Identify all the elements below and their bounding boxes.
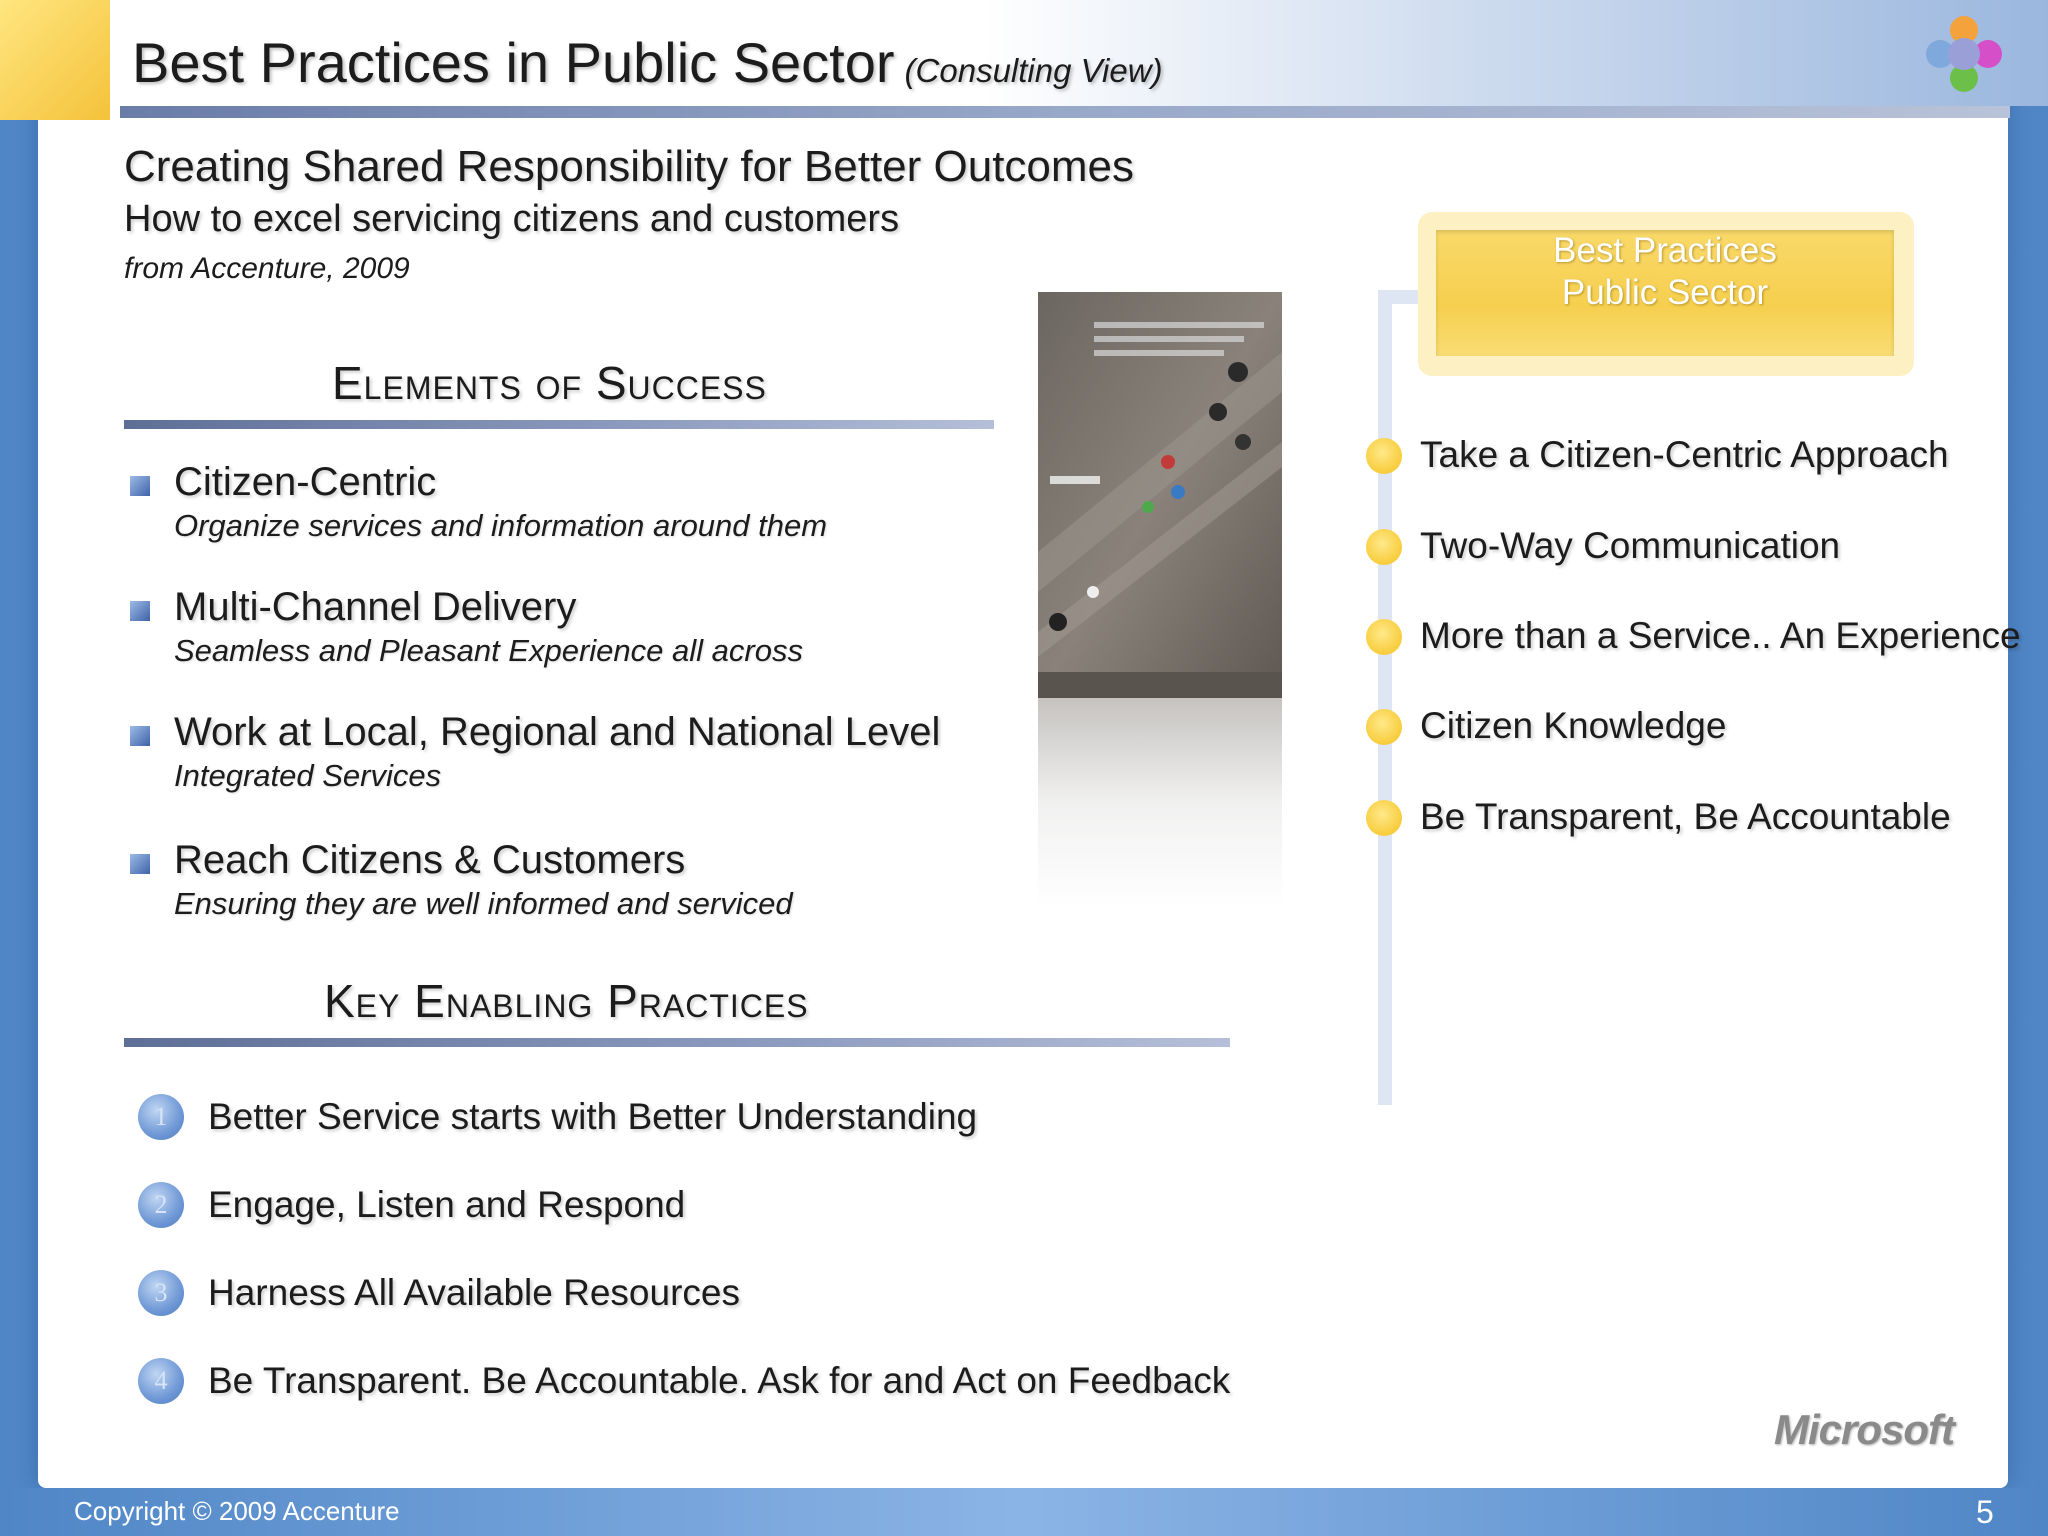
right-point-text: More than a Service.. An Experience xyxy=(1420,615,2021,656)
right-point-text: Take a Citizen-Centric Approach xyxy=(1420,434,1949,475)
element-title: Citizen-Centric xyxy=(174,460,437,504)
bullet-dot-icon xyxy=(1366,529,1402,565)
square-bullet-icon xyxy=(130,476,150,496)
square-bullet-icon xyxy=(130,726,150,746)
key-practices-title: Key Enabling Practices xyxy=(324,975,809,1027)
title-suffix: (Consulting View) xyxy=(904,52,1163,89)
page-number: 5 xyxy=(1976,1494,1994,1530)
report-cover-image xyxy=(1038,292,1282,698)
element-title: Multi-Channel Delivery xyxy=(174,585,577,629)
square-bullet-icon xyxy=(130,854,150,874)
corner-accent xyxy=(0,0,110,120)
element-desc: Seamless and Pleasant Experience all across xyxy=(174,633,803,668)
number-badge-icon: 1 xyxy=(138,1094,184,1140)
elements-title: Elements of Success xyxy=(332,357,767,409)
intro-subheading: How to excel servicing citizens and customers xyxy=(124,198,900,240)
intro-source: from Accenture, 2009 xyxy=(124,252,410,285)
bullet-dot-icon xyxy=(1366,709,1402,745)
puzzle-logo-icon xyxy=(1918,8,2010,100)
practice-text: Engage, Listen and Respond xyxy=(208,1184,686,1225)
element-title: Reach Citizens & Customers xyxy=(174,838,686,882)
right-point-text: Be Transparent, Be Accountable xyxy=(1420,796,1951,837)
bullet-dot-icon xyxy=(1366,619,1402,655)
bullet-dot-icon xyxy=(1366,438,1402,474)
key-practices-divider xyxy=(124,1038,1230,1047)
number-badge-icon: 4 xyxy=(138,1358,184,1404)
element-desc: Organize services and information around them xyxy=(174,508,828,543)
copyright-text: Copyright © 2009 Accenture xyxy=(74,1496,400,1526)
title-underline xyxy=(120,106,2010,118)
title-main: Best Practices in Public Sector xyxy=(132,31,895,94)
element-desc: Ensuring they are well informed and serviced xyxy=(174,886,793,921)
practice-text: Be Transparent. Be Accountable. Ask for and Act on Feedback xyxy=(208,1360,1231,1401)
callout-line2: Public Sector xyxy=(1561,273,1769,312)
connector-vertical xyxy=(1378,290,1392,1105)
square-bullet-icon xyxy=(130,601,150,621)
page-title xyxy=(132,30,1163,95)
intro-heading: Creating Shared Responsibility for Better Outcomes xyxy=(124,142,1135,191)
right-point-text: Citizen Knowledge xyxy=(1420,705,1727,746)
elements-divider xyxy=(124,420,994,429)
element-desc: Integrated Services xyxy=(174,758,442,793)
callout-line1: Best Practices xyxy=(1553,231,1777,270)
right-point-text: Two-Way Communication xyxy=(1420,525,1841,566)
bullet-dot-icon xyxy=(1366,800,1402,836)
report-cover-reflection xyxy=(1038,698,1282,908)
number-badge-icon: 3 xyxy=(138,1270,184,1316)
practice-text: Harness All Available Resources xyxy=(208,1272,740,1313)
practice-text: Better Service starts with Better Understanding xyxy=(208,1096,978,1137)
microsoft-logo: Microsoft xyxy=(1774,1406,1954,1453)
element-title: Work at Local, Regional and National Level xyxy=(174,710,941,754)
callout-label xyxy=(1436,230,1894,314)
number-badge-icon: 2 xyxy=(138,1182,184,1228)
